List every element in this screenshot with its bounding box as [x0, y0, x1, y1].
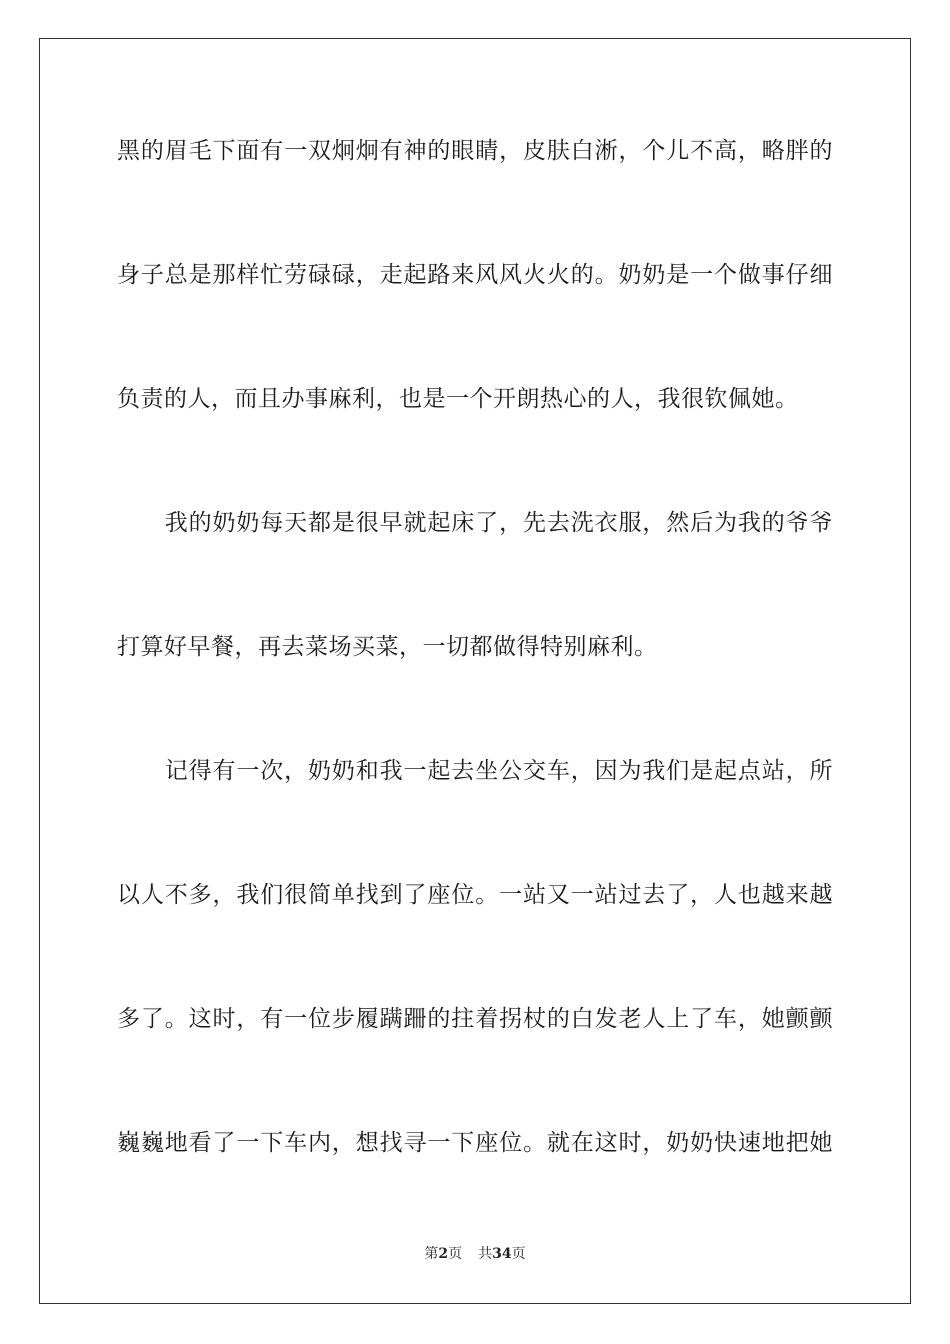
total-suffix: 页: [511, 1246, 526, 1262]
page-border: [39, 38, 911, 1304]
page-footer: [0, 1244, 950, 1264]
page-number-current: 2: [438, 1246, 449, 1262]
text-line-6: 记得有一次，奶奶和我一起去坐公交车，因为我们是起点站，所: [117, 758, 833, 784]
text-line-9: 巍巍地看了一下车内，想找寻一下座位。就在这时，奶奶快速地把她: [117, 1130, 833, 1156]
page-number-total: 34: [492, 1246, 512, 1262]
page-suffix: 页: [448, 1246, 463, 1262]
text-line-3: 负责的人，而且办事麻利，也是一个开朗热心的人，我很钦佩她。: [117, 386, 799, 412]
page-prefix: 第: [424, 1246, 439, 1262]
text-line-1: 黑的眉毛下面有一双炯炯有神的眼睛，皮肤白淅，个儿不高，略胖的: [117, 138, 833, 164]
total-prefix: 共: [478, 1246, 493, 1262]
text-line-5: 打算好早餐，再去菜场买菜，一切都做得特别麻利。: [117, 634, 658, 660]
text-line-4: 我的奶奶每天都是很早就起床了，先去洗衣服，然后为我的爷爷: [117, 510, 833, 536]
text-line-7: 以人不多，我们很简单找到了座位。一站又一站过去了，人也越来越: [117, 882, 833, 908]
text-line-8: 多了。这时，有一位步履蹒跚的拄着拐杖的白发老人上了车，她颤颤: [117, 1006, 833, 1032]
text-line-2: 身子总是那样忙劳碌碌，走起路来风风火火的。奶奶是一个做事仔细: [117, 262, 833, 288]
